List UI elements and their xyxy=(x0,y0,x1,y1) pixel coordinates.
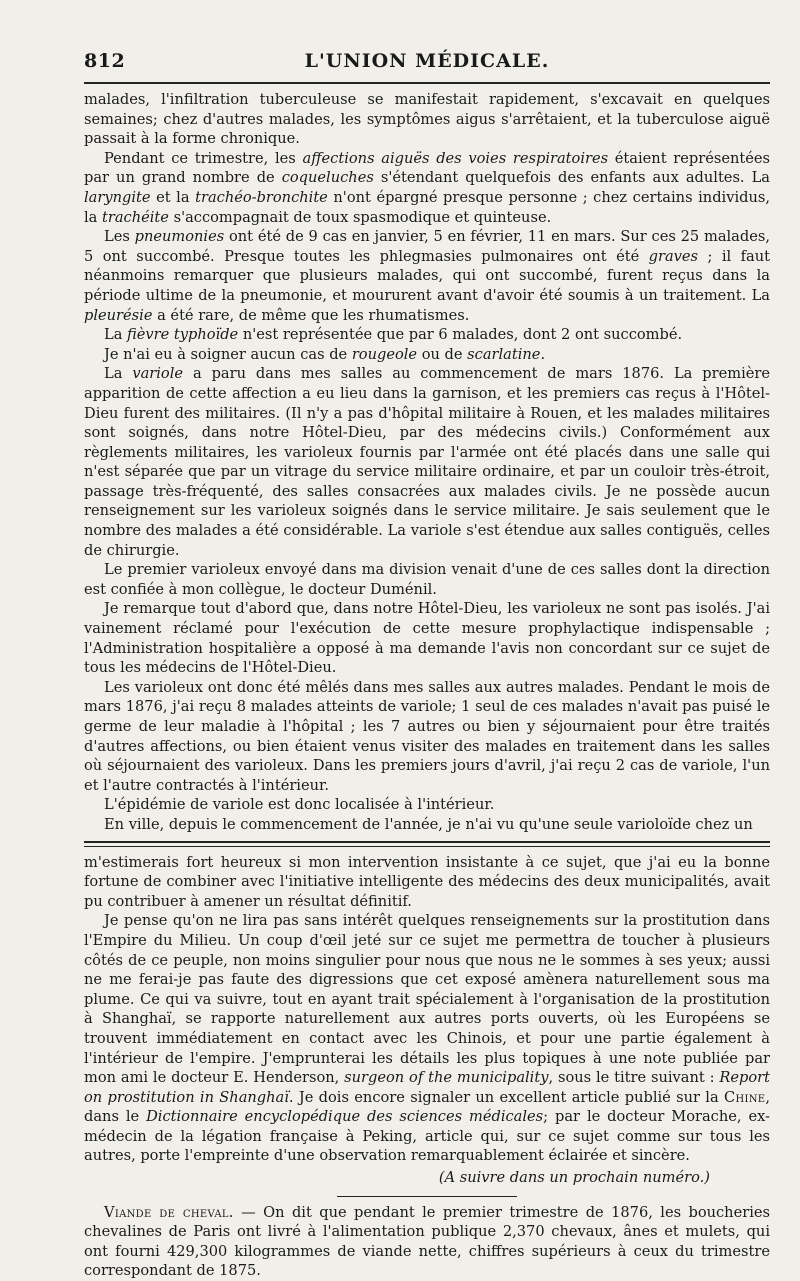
paragraph xyxy=(84,1203,770,1281)
paragraph: malades, l'infiltration tuberculeuse se manifestait rapidement, s'excavait en quelques semaines; chez d'autres malades, les symptômes aigus s'arrêtaient, et la tuberculose aiguë passait à la forme chronique. xyxy=(84,91,770,148)
page-number: 812 xyxy=(84,50,126,72)
text-run: ; par le docteur Morache, ex-médecin de la légation française à Peking, article qui, sur ce sujet comme sur tous les autres, porte l'empreinte d'une observation remarquablement éclairée et sincère. xyxy=(84,1108,770,1165)
italic-term: Dictionnaire encyclopédique des sciences médicales xyxy=(146,1108,544,1126)
page-header xyxy=(84,44,770,80)
news-note xyxy=(84,1203,770,1281)
running-title: L'UNION MÉDICALE. xyxy=(304,50,550,72)
italic-term: pneumonies xyxy=(134,228,225,246)
text-run: . xyxy=(540,345,546,363)
section-separator xyxy=(84,841,770,847)
italic-term: fièvre typhoïde xyxy=(127,326,239,344)
paragraph: Le premier varioleux envoyé dans ma division venait d'une de ces salles dont la direction est confiée à mon collègue, le docteur Duménil. xyxy=(84,561,770,598)
italic-term: rougeole xyxy=(351,345,418,363)
paragraph xyxy=(84,345,770,365)
text-run: , sous le titre suivant : xyxy=(548,1069,720,1087)
text-run: La xyxy=(104,365,133,383)
text-run: La xyxy=(104,326,128,344)
italic-term: pleurésie xyxy=(84,306,153,324)
italic-term: trachéo-bronchite xyxy=(195,188,328,206)
italic-term: variole xyxy=(132,365,184,383)
continued-text: (A suivre dans un prochain numéro.) xyxy=(438,1169,710,1187)
note-label: Viande de cheval. xyxy=(104,1203,234,1221)
text-run: a paru dans mes salles au commencement de mars 1876. La première apparition de cette affection a eu lieu dans la garnison, et les premiers cas reçus à l'Hôtel-Dieu furent des militaires. (Il n'y a pas d'hôpital militaire à Rouen, et les malades militaires sont soignés, dans notre Hôtel-Dieu, par des médecins civils.) Conformément aux règlements militaires, les varioleux fournis par l'armée ont été placés dans une salle qui n'est séparée que par un vitrage du service militaire ordinaire, et par un couloir très-étroit, passage très-fréquenté, des salles consacrées aux malades civils. Je ne possède aucun renseignement sur les varioleux soignés dans le service militaire. Je sais seulement que le nombre des malades a été considérable. La variole s'est étendue aux salles contiguës, celles de chirurgie. xyxy=(84,365,771,559)
text-run: s'étendant quelquefois des enfants aux adultes. La xyxy=(373,169,771,187)
text-run: Je pense qu'on ne lira pas sans intérêt quelques renseignements sur la prostitution dans l'Empire du Milieu. Un coup d'œil jeté sur ce sujet me permettra de toucher à plusieurs côtés de ce peuple, non moins singulier pour nous que nous ne le sommes à ses yeux; aussi ne me ferai-je pas faute des digressions que cet exposé amènera naturellement sous ma plume. Ce qui va suivre, tout en ayant trait spécialement à l'organisation de la prostitution à Shanghaï, se rapporte naturellement aux autres ports ouverts, où les Européens se trouvent immédiatement en contact avec les Chinois, et pour une partie également à l'intérieur de l'empire. J'emprunterai les détails les plus topiques à une note publiée par mon ami le docteur E. Henderson, xyxy=(84,912,770,1087)
article-upper xyxy=(84,90,770,835)
paragraph xyxy=(84,325,770,345)
text-run: Pendant ce trimestre, les xyxy=(104,149,303,167)
text-run: Je n'ai eu à soigner aucun cas de xyxy=(104,345,352,363)
text-run: . Je dois encore signaler un excellent article publié sur la xyxy=(288,1088,724,1106)
italic-term: graves xyxy=(648,247,699,265)
note-text: — On dit que pendant le premier trimestre de 1876, les boucheries chevalines de Paris ont livré à l'alimentation publique 2,370 chevaux, ânes et mulets, qui ont fourni 429,300 kilogrammes de viande nette, chiffres supérieurs à ceux du trimestre correspondant de 1875. xyxy=(84,1203,770,1280)
italic-term: Report on prostitution in Shanghaï xyxy=(84,1069,770,1106)
text-run: ou de xyxy=(417,345,468,363)
italic-term: surgeon of the municipality xyxy=(344,1069,549,1087)
paragraph xyxy=(84,364,770,560)
text-run: a été rare, de même que les rhumatismes. xyxy=(152,306,470,324)
paragraph: Je remarque tout d'abord que, dans notre Hôtel-Dieu, les varioleux ne sont pas isolés. J'ai vainement réclamé pour l'exécution de cette mesure prophylactique indispensable ; l'Administration hospitalière a opposé à ma demande l'avis non concordant sur ce sujet de tous les médecins de l'Hôtel-Dieu. xyxy=(84,600,770,677)
paragraph: En ville, depuis le commencement de l'année, je n'ai vu qu'une seule varioloïde chez un xyxy=(104,815,753,833)
text-run: ; il faut néanmoins remarquer que plusieurs malades, qui ont succombé, furent reçus dans la période ultime de la pneumonie, et moururent avant d'avoir été soumis à un traitement. La xyxy=(84,247,770,304)
text-run: Les xyxy=(104,228,135,246)
small-caps-term: Chine xyxy=(723,1088,766,1106)
article-lower xyxy=(84,853,770,1188)
text-run: n'est représentée que par 6 malades, dont 2 ont succombé. xyxy=(238,326,683,344)
italic-term: coqueluches xyxy=(281,169,374,187)
paragraph xyxy=(84,149,770,227)
text-run: n'ont épargné presque personne ; chez certains individus, la xyxy=(84,188,770,226)
note-separator xyxy=(337,1196,517,1197)
header-rule xyxy=(84,82,770,84)
paragraph: L'épidémie de variole est donc localisée à l'intérieur. xyxy=(104,796,495,814)
italic-term: laryngite xyxy=(84,188,151,206)
text-run: , dans le xyxy=(84,1088,771,1126)
text-run: ont été de 9 cas en janvier, 5 en février, 11 en mars. Sur ces 25 malades, 5 ont succombé. Presque toutes les phlegmasies pulmonaires ont été xyxy=(84,228,770,265)
text-run: étaient représentées par un grand nombre de xyxy=(84,149,770,187)
paragraph: m'estimerais fort heureux si mon intervention insistante à ce sujet, que j'ai eu la bonne fortune de combiner avec l'initiative intelligente des médecins des deux municipalités, avait pu contribuer à amener un résultat définitif. xyxy=(84,853,770,910)
italic-term: scarlatine xyxy=(467,345,541,363)
paragraph xyxy=(84,911,770,1166)
italic-term: trachéite xyxy=(102,208,169,226)
continued-notice xyxy=(84,1168,770,1188)
text-run: s'accompagnait de toux spasmodique et quinteuse. xyxy=(168,208,552,226)
paragraph: Les varioleux ont donc été mêlés dans mes salles aux autres malades. Pendant le mois de mars 1876, j'ai reçu 8 malades atteints de variole; 1 seul de ces malades n'avait pas puisé le germe de leur maladie à l'hôpital ; les 7 autres ou bien y séjournaient pour être traités d'autres affections, ou bien étaient venus visiter des malades en traitement dans les salles où séjournaient des varioleux. Dans les premiers jours d'avril, j'ai reçu 2 cas de variole, l'un et l'autre contractés à l'intérieur. xyxy=(84,678,770,794)
paragraph xyxy=(84,227,770,325)
text-run: et la xyxy=(150,188,196,206)
italic-term: affections aiguës des voies respiratoires xyxy=(302,149,609,167)
